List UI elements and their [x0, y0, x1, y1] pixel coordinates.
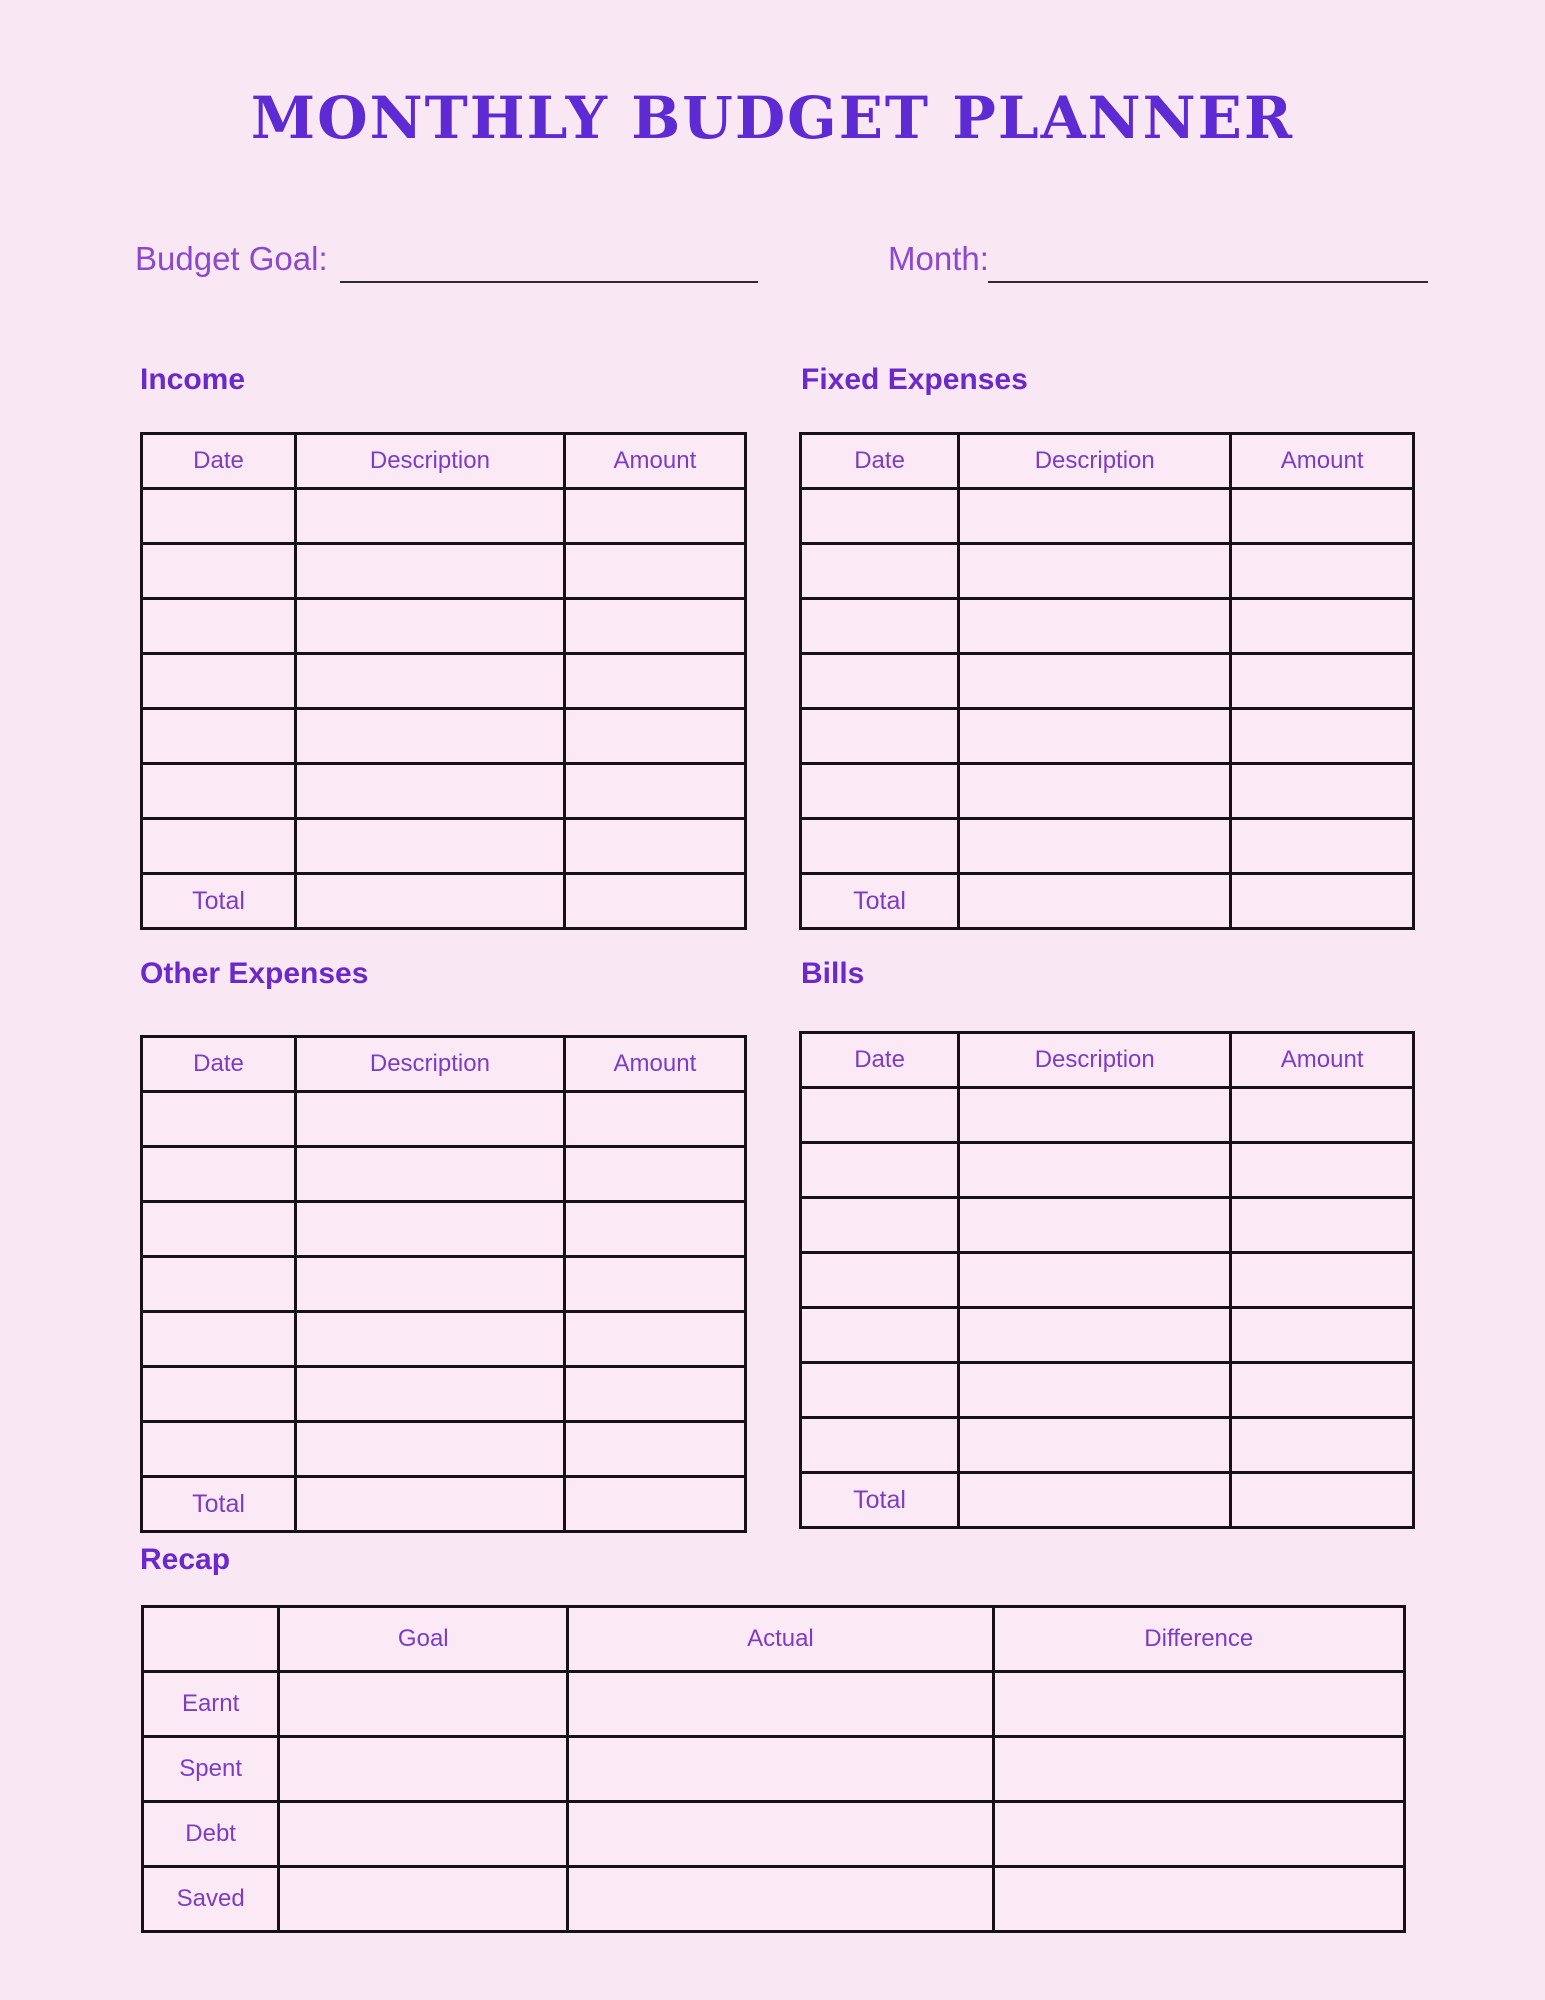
column-header-amount: Amount: [564, 434, 745, 489]
empty-cell[interactable]: [296, 1092, 565, 1147]
empty-cell[interactable]: [801, 764, 959, 819]
empty-cell[interactable]: [279, 1867, 568, 1932]
table-row: [142, 1367, 746, 1422]
table-row: [801, 709, 1414, 764]
empty-cell[interactable]: [142, 654, 296, 709]
total-value-cell[interactable]: [1231, 874, 1414, 929]
total-label: Total: [801, 874, 959, 929]
empty-cell[interactable]: [296, 819, 565, 874]
empty-cell[interactable]: [564, 544, 745, 599]
empty-cell[interactable]: [568, 1802, 993, 1867]
empty-cell[interactable]: [993, 1672, 1404, 1737]
table-row: [142, 1092, 746, 1147]
empty-cell[interactable]: [1231, 1198, 1414, 1253]
total-value-cell[interactable]: [564, 874, 745, 929]
empty-cell[interactable]: [564, 819, 745, 874]
budget-goal-label: Budget Goal:: [135, 240, 328, 277]
total-value-cell[interactable]: [296, 1477, 565, 1532]
empty-cell[interactable]: [296, 544, 565, 599]
empty-cell[interactable]: [801, 1088, 959, 1143]
empty-cell[interactable]: [959, 819, 1231, 874]
table-row: [801, 1418, 1414, 1473]
empty-cell[interactable]: [1231, 709, 1414, 764]
header-row: [801, 1033, 1414, 1088]
empty-cell[interactable]: [564, 1367, 745, 1422]
empty-cell[interactable]: [1231, 489, 1414, 544]
header-row: [142, 1037, 746, 1092]
total-value-cell[interactable]: [296, 874, 565, 929]
empty-cell[interactable]: [1231, 599, 1414, 654]
bills-table: [799, 1031, 1415, 1529]
empty-cell[interactable]: [801, 654, 959, 709]
column-header-goal: Goal: [279, 1607, 568, 1672]
column-header-date: Date: [801, 1033, 959, 1088]
column-header-description: Description: [959, 434, 1231, 489]
empty-cell[interactable]: [564, 1092, 745, 1147]
empty-cell[interactable]: [142, 1202, 296, 1257]
row-label: Debt: [143, 1802, 279, 1867]
fixed-expenses-table: [799, 432, 1415, 930]
empty-cell[interactable]: [801, 599, 959, 654]
row-label: Saved: [143, 1867, 279, 1932]
empty-cell[interactable]: [801, 1308, 959, 1363]
empty-cell[interactable]: [1231, 764, 1414, 819]
table-row: [142, 1147, 746, 1202]
empty-cell[interactable]: [1231, 819, 1414, 874]
other-expenses-table-wrap: [140, 1035, 747, 1533]
recap-row-earnt: [143, 1672, 1405, 1737]
table-row: [142, 819, 746, 874]
empty-cell[interactable]: [801, 709, 959, 764]
empty-cell[interactable]: [142, 819, 296, 874]
table-row: [142, 1257, 746, 1312]
empty-cell[interactable]: [801, 1418, 959, 1473]
column-header-description: Description: [959, 1033, 1231, 1088]
empty-cell[interactable]: [959, 544, 1231, 599]
empty-cell[interactable]: [801, 544, 959, 599]
empty-cell[interactable]: [1231, 544, 1414, 599]
section-other-expenses-heading: Other Expenses: [140, 957, 369, 990]
column-header-date: Date: [142, 434, 296, 489]
empty-cell[interactable]: [564, 1422, 745, 1477]
empty-cell[interactable]: [959, 1253, 1231, 1308]
empty-cell[interactable]: [959, 1198, 1231, 1253]
header-row: [143, 1607, 1405, 1672]
empty-cell[interactable]: [142, 1312, 296, 1367]
empty-cell[interactable]: [1231, 1308, 1414, 1363]
total-row: [801, 874, 1414, 929]
empty-cell[interactable]: [801, 489, 959, 544]
section-income-heading: Income: [140, 363, 246, 396]
empty-cell[interactable]: [564, 489, 745, 544]
empty-cell[interactable]: [564, 764, 745, 819]
header-row: [142, 434, 746, 489]
empty-cell[interactable]: [564, 709, 745, 764]
empty-cell[interactable]: [959, 1088, 1231, 1143]
column-header-description: Description: [296, 1037, 565, 1092]
empty-cell[interactable]: [993, 1802, 1404, 1867]
empty-cell[interactable]: [568, 1867, 993, 1932]
total-value-cell[interactable]: [564, 1477, 745, 1532]
empty-cell[interactable]: [564, 1147, 745, 1202]
empty-cell[interactable]: [296, 599, 565, 654]
empty-cell[interactable]: [142, 1422, 296, 1477]
empty-cell[interactable]: [959, 1418, 1231, 1473]
column-header-blank: [143, 1607, 279, 1672]
total-label: Total: [142, 874, 296, 929]
empty-cell[interactable]: [801, 1143, 959, 1198]
empty-cell[interactable]: [1231, 1253, 1414, 1308]
empty-cell[interactable]: [142, 544, 296, 599]
table-row: [142, 764, 746, 819]
empty-cell[interactable]: [142, 1367, 296, 1422]
empty-cell[interactable]: [801, 819, 959, 874]
table-row: [801, 1363, 1414, 1418]
empty-cell[interactable]: [296, 764, 565, 819]
empty-cell[interactable]: [142, 1092, 296, 1147]
table-row: [801, 1088, 1414, 1143]
total-value-cell[interactable]: [1231, 1473, 1414, 1528]
empty-cell[interactable]: [1231, 1418, 1414, 1473]
empty-cell[interactable]: [959, 654, 1231, 709]
empty-cell[interactable]: [564, 1257, 745, 1312]
empty-cell[interactable]: [564, 599, 745, 654]
row-label: Earnt: [143, 1672, 279, 1737]
total-value-cell[interactable]: [959, 1473, 1231, 1528]
empty-cell[interactable]: [296, 1422, 565, 1477]
table-row: [801, 819, 1414, 874]
total-label: Total: [142, 1477, 296, 1532]
column-header-actual: Actual: [568, 1607, 993, 1672]
column-header-description: Description: [296, 434, 565, 489]
recap-table: [141, 1605, 1406, 1933]
empty-cell[interactable]: [1231, 1363, 1414, 1418]
empty-cell[interactable]: [142, 489, 296, 544]
empty-cell[interactable]: [564, 1202, 745, 1257]
empty-cell[interactable]: [959, 489, 1231, 544]
empty-cell[interactable]: [142, 1147, 296, 1202]
month-label: Month:: [888, 240, 989, 277]
table-row: [142, 1202, 746, 1257]
row-label: Spent: [143, 1737, 279, 1802]
empty-cell[interactable]: [801, 1253, 959, 1308]
empty-cell[interactable]: [801, 1198, 959, 1253]
income-table: [140, 432, 747, 930]
section-recap-heading: Recap: [140, 1543, 231, 1576]
empty-cell[interactable]: [296, 654, 565, 709]
recap-row-debt: [143, 1802, 1405, 1867]
empty-cell[interactable]: [279, 1737, 568, 1802]
empty-cell[interactable]: [279, 1802, 568, 1867]
empty-cell[interactable]: [296, 709, 565, 764]
table-row: [142, 544, 746, 599]
total-row: [142, 874, 746, 929]
empty-cell[interactable]: [142, 599, 296, 654]
bills-table-wrap: [799, 1031, 1415, 1529]
section-bills-heading: Bills: [801, 957, 865, 990]
table-row: [801, 1198, 1414, 1253]
table-row: [801, 489, 1414, 544]
recap-table-wrap: [141, 1605, 1406, 1933]
table-row: [142, 489, 746, 544]
month-blank-line[interactable]: [988, 281, 1428, 283]
empty-cell[interactable]: [993, 1867, 1404, 1932]
column-header-amount: Amount: [1231, 434, 1414, 489]
empty-cell[interactable]: [959, 1363, 1231, 1418]
empty-cell[interactable]: [959, 1308, 1231, 1363]
fixed-expenses-table-wrap: [799, 432, 1415, 930]
empty-cell[interactable]: [279, 1672, 568, 1737]
empty-cell[interactable]: [959, 764, 1231, 819]
empty-cell[interactable]: [142, 1257, 296, 1312]
empty-cell[interactable]: [296, 1202, 565, 1257]
table-row: [801, 764, 1414, 819]
empty-cell[interactable]: [296, 1147, 565, 1202]
empty-cell[interactable]: [142, 709, 296, 764]
column-header-difference: Difference: [993, 1607, 1404, 1672]
empty-cell[interactable]: [959, 599, 1231, 654]
empty-cell[interactable]: [959, 1143, 1231, 1198]
empty-cell[interactable]: [296, 1257, 565, 1312]
page-title: MONTHLY BUDGET PLANNER: [250, 84, 1295, 152]
income-table-wrap: [140, 432, 747, 930]
empty-cell[interactable]: [296, 1312, 565, 1367]
empty-cell[interactable]: [1231, 654, 1414, 709]
total-row: [801, 1473, 1414, 1528]
empty-cell[interactable]: [564, 654, 745, 709]
column-header-amount: Amount: [564, 1037, 745, 1092]
recap-row-saved: [143, 1867, 1405, 1932]
table-row: [801, 1143, 1414, 1198]
table-row: [801, 654, 1414, 709]
table-row: [801, 544, 1414, 599]
empty-cell[interactable]: [1231, 1088, 1414, 1143]
empty-cell[interactable]: [296, 1367, 565, 1422]
budget-goal-blank-line[interactable]: [340, 281, 758, 283]
table-row: [142, 1422, 746, 1477]
empty-cell[interactable]: [568, 1672, 993, 1737]
table-row: [142, 1312, 746, 1367]
section-fixed-expenses-heading: Fixed Expenses: [801, 363, 1028, 396]
table-row: [142, 654, 746, 709]
empty-cell[interactable]: [993, 1737, 1404, 1802]
table-row: [801, 599, 1414, 654]
column-header-date: Date: [801, 434, 959, 489]
table-row: [142, 599, 746, 654]
total-label: Total: [801, 1473, 959, 1528]
empty-cell[interactable]: [568, 1737, 993, 1802]
column-header-date: Date: [142, 1037, 296, 1092]
empty-cell[interactable]: [142, 764, 296, 819]
total-row: [142, 1477, 746, 1532]
empty-cell[interactable]: [1231, 1143, 1414, 1198]
recap-row-spent: [143, 1737, 1405, 1802]
table-row: [801, 1308, 1414, 1363]
empty-cell[interactable]: [296, 489, 565, 544]
column-header-amount: Amount: [1231, 1033, 1414, 1088]
table-row: [801, 1253, 1414, 1308]
empty-cell[interactable]: [801, 1363, 959, 1418]
empty-cell[interactable]: [959, 709, 1231, 764]
header-row: [801, 434, 1414, 489]
table-row: [142, 709, 746, 764]
other-expenses-table: [140, 1035, 747, 1533]
total-value-cell[interactable]: [959, 874, 1231, 929]
empty-cell[interactable]: [564, 1312, 745, 1367]
